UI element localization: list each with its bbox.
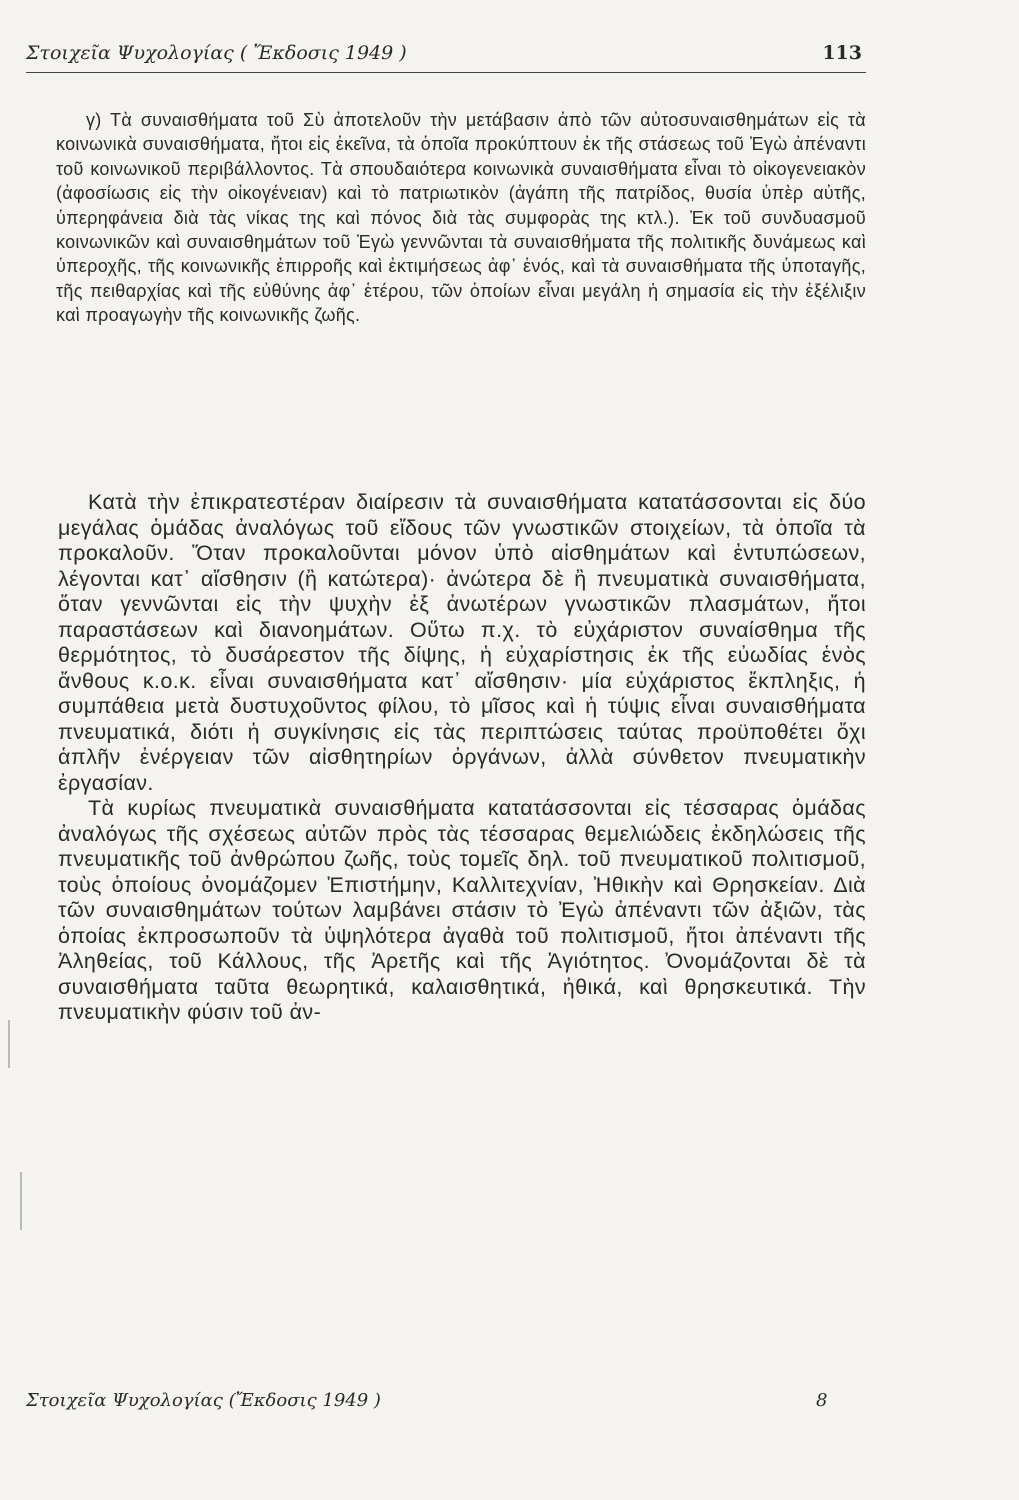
margin-pencil-mark [8, 1020, 10, 1068]
paragraph-text: γ) Τὰ συναισθήματα τοῦ Σὺ ἀποτελοῦν τὴν μετάβασιν ἀπὸ τῶν αὐτοσυναισθημάτων εἰς τὰ κοινωνικὰ συναισθήματα, ἤτοι εἰς ἐκεῖνα, τὰ ὁποῖα προκύπτουν ἐκ τῆς στάσεως τοῦ Ἐγὼ ἀπέναντι τοῦ κοινωνικοῦ περιβάλλοντος. Τὰ σπουδαιότερα κοινωνικὰ συναισθήματα εἶναι τὸ οἰκογενειακὸν (ἀφοσίωσις εἰς τὴν οἰκογένειαν) καὶ τὸ πατριωτικὸν (ἀγάπη τῆς πατρίδος, θυσία ὑπὲρ αὐτῆς, ὑπερηφάνεια διὰ τὰς νίκας της καὶ πόνος διὰ τὰς συμφορὰς της κτλ.). Ἐκ τοῦ συνδυασμοῦ κοινωνικῶν καὶ συναισθημάτων τοῦ Ἐγὼ γεννῶνται τὰ συναισθήματα τῆς πολιτικῆς δυνάμεως καὶ ὑπεροχῆς, τῆς κοινωνικῆς ἐπιρροῆς καὶ ἐκτιμήσεως ἀφ᾽ ἑνός, καὶ τὰ συναισθήματα τῆς ὑποταγῆς, τῆς πειθαρχίας καὶ τῆς εὐθύνης ἀφ᾽ ἑτέρου, τῶν ὁποίων εἶναι μεγάλη ἡ σημασία εἰς τὴν ἐξέλιξιν καὶ προαγωγὴν τῆς κοινωνικῆς ζωῆς. [56, 110, 866, 326]
small-print-paragraph [56, 108, 866, 328]
main-body [58, 490, 866, 1026]
footer-title: Στοιχεῖα Ψυχολογίας (Ἔκδοσις 1949 ) [26, 1390, 381, 1411]
page-footer [26, 1390, 866, 1418]
signature-mark: 8 [816, 1390, 828, 1411]
margin-pencil-mark [20, 1172, 22, 1230]
paragraph-spiritual-feelings: Τὰ κυρίως πνευματικὰ συναισθήματα κατατάσσονται εἰς τέσσαρας ὁμάδας ἀναλόγως τῆς σχέσεως αὐτῶν πρὸς τὰς τέσσαρας θεμελιώδεις ἐκδηλώσεις τῆς πνευματικῆς τοῦ ἀνθρώπου ζωῆς, τοὺς τομεῖς δηλ. τοῦ πνευματικοῦ πολιτισμοῦ, τοὺς ὁποίους ὀνομάζομεν Ἐπιστήμην, Καλλιτεχνίαν, Ἠθικὴν καὶ Θρησκείαν. Διὰ τῶν συναισθημάτων τούτων λαμβάνει στάσιν τὸ Ἐγὼ ἀπέναντι τῶν ἀξιῶν, τὰς ὁποίας ἐκπροσωποῦν τὰ ὑψηλότερα ἀγαθὰ τοῦ πολιτισμοῦ, ἤτοι ἀπέναντι τῆς Ἀληθείας, τοῦ Κάλλους, τῆς Ἀρετῆς καὶ τῆς Ἁγιότητος. Ὀνομάζονται δὲ τὰ συναισθήματα ταῦτα θεωρητικά, καλαισθητικά, ἠθικά, καὶ θρησκευτικά. Τὴν πνευματικὴν φύσιν τοῦ ἀν- [58, 796, 866, 1024]
running-head [26, 40, 866, 72]
header-rule [26, 72, 866, 73]
running-title: Στοιχεῖα Ψυχολογίας ( Ἔκδοσις 1949 ) [26, 42, 407, 64]
paragraph-classification: Κατὰ τὴν ἐπικρατεστέραν διαίρεσιν τὰ συναισθήματα κατατάσσονται εἰς δύο μεγάλας ὁμάδας ἀναλόγως τοῦ εἴδους τῶν γνωστικῶν στοιχείων, τὰ ὁποῖα τὰ προκαλοῦν. Ὅταν προκαλοῦνται μόνον ὑπὸ αἰσθημάτων καὶ ἐντυπώσεων, λέγονται κατ᾽ αἴσθησιν (ἢ κατώτερα)· ἀνώτερα δὲ ἢ πνευματικὰ συναισθήματα, ὅταν γεννῶνται εἰς τὴν ψυχὴν ἐξ ἀνωτέρων γνωστικῶν πλασμάτων, ἤτοι παραστάσεων καὶ διανοημάτων. Οὕτω π.χ. τὸ εὐχάριστον συναίσθημα τῆς θερμότητος, τὸ δυσάρεστον τῆς δίψης, ἡ εὐχαρίστησις ἐκ τῆς εὐωδίας ἑνὸς ἄνθους κ.ο.κ. εἶναι συναισθήματα κατ᾽ αἴσθησιν· μία εὐχάριστος ἔκπληξις, ἡ συμπάθεια μετὰ δυστυχοῦντος φίλου, τὸ μῖσος καὶ ἡ τύψις εἶναι συναισθήματα πνευματικά, διότι ἡ συγκίνησις εἰς τὰς περιπτώσεις ταύτας προϋποθέτει ὄχι ἁπλῆν ἐνέργειαν τῶν αἰσθητηρίων ὀργάνων, ἀλλὰ σύνθετον πνευματικὴν ἐργασίαν. [58, 490, 866, 795]
page-number: 113 [822, 42, 862, 64]
